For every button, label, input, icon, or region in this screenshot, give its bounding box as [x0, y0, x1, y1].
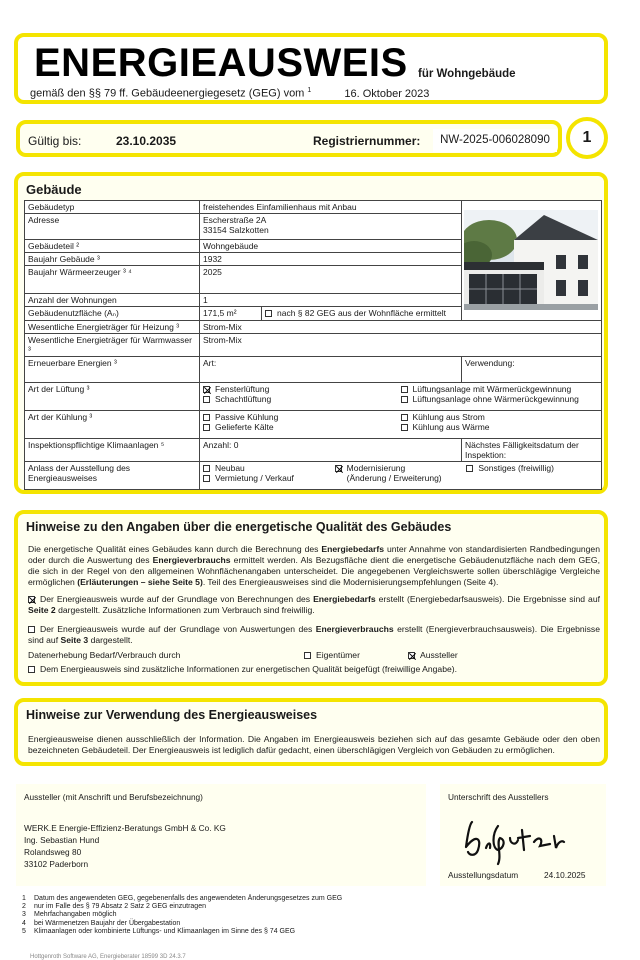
issuer-checkbox[interactable] — [408, 652, 415, 659]
cooling-heat-label: Kühlung aus Wärme — [412, 422, 490, 432]
building-section-title: Gebäude — [26, 182, 82, 197]
p2b: Energiebedarfs — [313, 594, 376, 604]
p1d: Energieverbrauchs — [152, 555, 231, 565]
ventilation-label: Art der Lüftung ³ — [25, 383, 200, 411]
ventilation-shaft-checkbox[interactable] — [203, 396, 210, 403]
address-street: Escherstraße 2A — [203, 215, 267, 225]
footnote-4-text: bei Wärmenetzen Baujahr der Übergabestation — [34, 919, 181, 927]
address-city: 33154 Salzkotten — [203, 225, 269, 235]
validity-bar — [16, 120, 562, 157]
p1e: ermittelt werden. Als Bezugsfläche dient die energetische Gebäudenutzfläche nach dem GEG, die sich in der Regel von den allgemeinen Wohnflächenangaben unterscheidet. Die angegebenen Vergleichswerte sollen überschlägige Vergleiche ermöglichen — [28, 555, 600, 587]
p2d: Seite 2 — [28, 605, 56, 615]
photo-cell — [462, 201, 602, 321]
issuer-section — [16, 784, 426, 886]
p3d: Seite 3 — [60, 635, 89, 645]
reason-rent-checkbox[interactable] — [203, 475, 210, 482]
cooling-passive-label: Passive Kühlung — [215, 412, 279, 422]
collection-label: Datenerhebung Bedarf/Verbrauch durch — [28, 650, 181, 660]
renewable-label: Erneuerbare Energien ³ — [25, 357, 200, 383]
ventilation-shaft-label: Schachtlüftung — [215, 394, 272, 404]
ventilation-window-checkbox[interactable] — [203, 386, 210, 393]
issuer-address — [24, 822, 226, 870]
address-label: Adresse — [25, 214, 200, 240]
software-footer: Hottgenroth Software AG, Energieberater 18599 3D 24.3.7 — [30, 954, 186, 960]
reason-label-line2: Energieausweises — [28, 473, 97, 483]
reason-modernization-checkbox[interactable] — [335, 465, 342, 472]
footnote-2-n: 2 — [22, 903, 26, 911]
consumption-checkbox[interactable] — [28, 626, 35, 633]
demand-option — [28, 594, 600, 616]
footnote-5 — [22, 928, 342, 936]
owner-checkbox[interactable] — [304, 652, 311, 659]
units-label: Anzahl der Wohnungen — [25, 294, 200, 307]
year-value: 1932 — [200, 253, 462, 266]
cooling-options — [200, 411, 602, 439]
cooling-label: Art der Kühlung ³ — [25, 411, 200, 439]
cooling-delivered-checkbox[interactable] — [203, 424, 210, 431]
page-number-badge: 1 — [566, 117, 608, 159]
ventilation-window-label: Fensterlüftung — [215, 384, 270, 394]
p2c: erstellt (Energiebedarfsausweis). Die Ergebnisse sind auf — [375, 594, 601, 604]
consumption-option — [28, 624, 600, 646]
inspection-label: Inspektionspflichtige Klimaanlagen ⁵ — [25, 439, 200, 462]
water-carrier-value: Strom-Mix — [200, 334, 602, 357]
footnote-5-n: 5 — [22, 927, 26, 935]
heater-year-label: Baujahr Wärmeerzeuger ³ ⁴ — [25, 266, 200, 294]
issue-date: 24.10.2025 — [544, 870, 586, 880]
year-label: Baujahr Gebäude ³ — [25, 253, 200, 266]
reason-options — [200, 462, 602, 490]
footnote-1-n: 1 — [22, 895, 26, 902]
ventilation-with-recovery-checkbox[interactable] — [401, 386, 408, 393]
p2e: dargestellt. Zusätzliche Informationen zum Verbrauch sind freiwillig. — [55, 605, 315, 615]
p3b: Energieverbrauchs — [315, 624, 394, 634]
reason-other-checkbox[interactable] — [466, 465, 473, 472]
document-title: ENERGIEAUSWEIS — [34, 41, 408, 85]
law-text: gemäß den §§ 79 ff. Gebäudeenergiegesetz (GEG) vom — [30, 87, 305, 100]
building-section — [14, 172, 608, 494]
footnotes — [22, 895, 342, 936]
cooling-electric-label: Kühlung aus Strom — [412, 412, 485, 422]
footnote-2 — [22, 903, 342, 911]
water-carrier-label: Wesentliche Energieträger für Warmwasser ³ — [25, 334, 200, 357]
ventilation-with-recovery-label: Lüftungsanlage mit Wärmerückgewinnung — [412, 384, 572, 394]
heating-carrier-label: Wesentliche Energieträger für Heizung ³ — [25, 321, 200, 334]
units-value: 1 — [200, 294, 462, 307]
issuer-company: WERK.E Energie-Effizienz-Beratungs GmbH & Co. KG — [24, 823, 226, 833]
area-value: 171,5 m² — [200, 307, 262, 321]
reason-rent-label: Vermietung / Verkauf — [215, 473, 294, 483]
collection-issuer — [408, 650, 458, 660]
footnote-1-text: Datum des angewendeten GEG, gegebenenfalls des angewendeten Änderungsgesetzes zum GEG — [34, 895, 343, 902]
cooling-passive-checkbox[interactable] — [203, 414, 210, 421]
footnote-5-text: Klimaanlagen oder kombinierte Lüftungs- und Klimaanlagen im Sinne des § 74 GEG — [34, 927, 296, 935]
p3a: Der Energieausweis wurde auf der Grundlage von Auswertungen des — [40, 624, 316, 634]
inspection-count: Anzahl: 0 — [200, 439, 462, 462]
ventilation-without-recovery-label: Lüftungsanlage ohne Wärmerückgewinnung — [412, 394, 579, 404]
collection-owner — [304, 650, 360, 660]
reason-label-line1: Anlass der Ausstellung des — [28, 463, 131, 473]
type-label: Gebäudetyp — [25, 201, 200, 214]
cooling-delivered-label: Gelieferte Kälte — [215, 422, 274, 432]
part-label: Gebäudeteil ² — [25, 240, 200, 253]
building-table — [24, 200, 602, 490]
reason-new-label: Neubau — [215, 463, 245, 473]
signature-section — [440, 784, 606, 886]
quality-hints-section — [14, 510, 608, 686]
p1g: . Teil des Energieausweises sind die Modernisierungsempfehlungen (Seite 4). — [202, 577, 499, 587]
footnote-3-n: 3 — [22, 911, 26, 919]
document-subtitle: für Wohngebäude — [418, 68, 516, 80]
owner-label: Eigentümer — [316, 650, 360, 660]
area-note-cell — [262, 307, 462, 321]
heater-year-value: 2025 — [200, 266, 462, 294]
registration-label: Registriernummer: — [313, 134, 421, 148]
valid-until-label: Gültig bis: — [28, 134, 82, 148]
additional-label: Dem Energieausweis sind zusätzliche Informationen zur energetischen Qualität beigefügt (freiwillige Angabe). — [40, 664, 458, 674]
quality-hints-title: Hinweise zu den Angaben über die energetische Qualität des Gebäudes — [26, 520, 452, 534]
p3e: dargestellt. — [88, 635, 133, 645]
law-date: 16. Oktober 2023 — [344, 87, 430, 100]
issuer-street: Rolandsweg 80 — [24, 847, 82, 857]
area-checkbox[interactable] — [265, 310, 272, 317]
p2a: Der Energieausweis wurde auf der Grundlage von Berechnungen des — [40, 594, 314, 604]
p3c: erstellt (Energieverbrauchsausweis). Die Ergebnisse sind auf — [28, 624, 600, 645]
demand-checkbox[interactable] — [28, 596, 35, 603]
reason-change-label: (Änderung / Erweiterung) — [346, 473, 442, 483]
usage-text: Energieausweise dienen ausschließlich der Information. Die Angaben im Energieausweis beziehen sich auf das gesamte Gebäude oder den oben bezeichneten Gebäudeteil. Der Energieausweis ist lediglich dafür gedacht, einen überschlägigen Vergleich von Gebäuden zu ermöglichen. — [28, 734, 600, 755]
p1f: (Erläuterungen – siehe Seite 5) — [77, 577, 203, 587]
law-footnote: 1 — [307, 87, 312, 94]
inspection-due: Nächstes Fälligkeitsdatum der Inspektion: — [462, 439, 602, 462]
issuer-label: Aussteller (mit Anschrift und Berufsbezeichnung) — [24, 792, 203, 802]
building-photo — [464, 210, 598, 310]
registration-number: NW-2025-006028090 — [433, 129, 557, 152]
ventilation-options — [200, 383, 602, 411]
p1c: unter Annahme von standardisierten Randbedingungen oder durch die Auswertung des — [28, 544, 600, 565]
issuer-person: Ing. Sebastian Hund — [24, 835, 100, 845]
issuer-city: 33102 Paderborn — [24, 859, 89, 869]
additional-info — [28, 664, 457, 674]
issue-date-label: Ausstellungsdatum — [448, 870, 519, 880]
usage-title: Hinweise zur Verwendung des Energieausweises — [26, 708, 318, 722]
footnote-1 — [22, 895, 342, 903]
usage-section — [14, 698, 608, 766]
issuer-option-label: Aussteller — [420, 650, 458, 660]
renewable-type: Art: — [200, 357, 462, 383]
footnote-4 — [22, 920, 342, 928]
valid-until-value: 23.10.2035 — [116, 134, 177, 148]
cooling-heat-checkbox[interactable] — [401, 424, 408, 431]
p1b: Energiebedarfs — [321, 544, 384, 554]
footnote-3 — [22, 911, 342, 919]
quality-hints-paragraph — [28, 544, 600, 588]
footnote-3-text: Mehrfachangaben möglich — [34, 911, 117, 919]
part-value: Wohngebäude — [200, 240, 462, 253]
reason-modernization-label: Modernisierung — [346, 463, 406, 473]
p1a: Die energetische Qualität eines Gebäudes kann durch die Berechnung des — [28, 544, 322, 554]
title-box — [14, 33, 608, 104]
area-note: nach § 82 GEG aus der Wohnfläche ermittelt — [277, 308, 446, 318]
address-value — [200, 214, 462, 240]
signature-label: Unterschrift des Ausstellers — [448, 792, 549, 802]
reason-label — [25, 462, 200, 490]
reason-new-checkbox[interactable] — [203, 465, 210, 472]
ventilation-without-recovery-checkbox[interactable] — [401, 396, 408, 403]
reason-other-label: Sonstiges (freiwillig) — [478, 463, 554, 473]
renewable-use: Verwendung: — [462, 357, 602, 383]
additional-checkbox[interactable] — [28, 666, 35, 673]
footnote-4-n: 4 — [22, 919, 26, 927]
footnote-2-text: nur im Falle des § 79 Absatz 2 Satz 2 GEG einzutragen — [34, 903, 206, 911]
area-label: Gebäudenutzfläche (Aₙ) — [25, 307, 200, 321]
heating-carrier-value: Strom-Mix — [200, 321, 602, 334]
type-value: freistehendes Einfamilienhaus mit Anbau — [200, 201, 462, 214]
law-reference — [30, 87, 429, 100]
signature-image — [458, 812, 568, 867]
cooling-electric-checkbox[interactable] — [401, 414, 408, 421]
